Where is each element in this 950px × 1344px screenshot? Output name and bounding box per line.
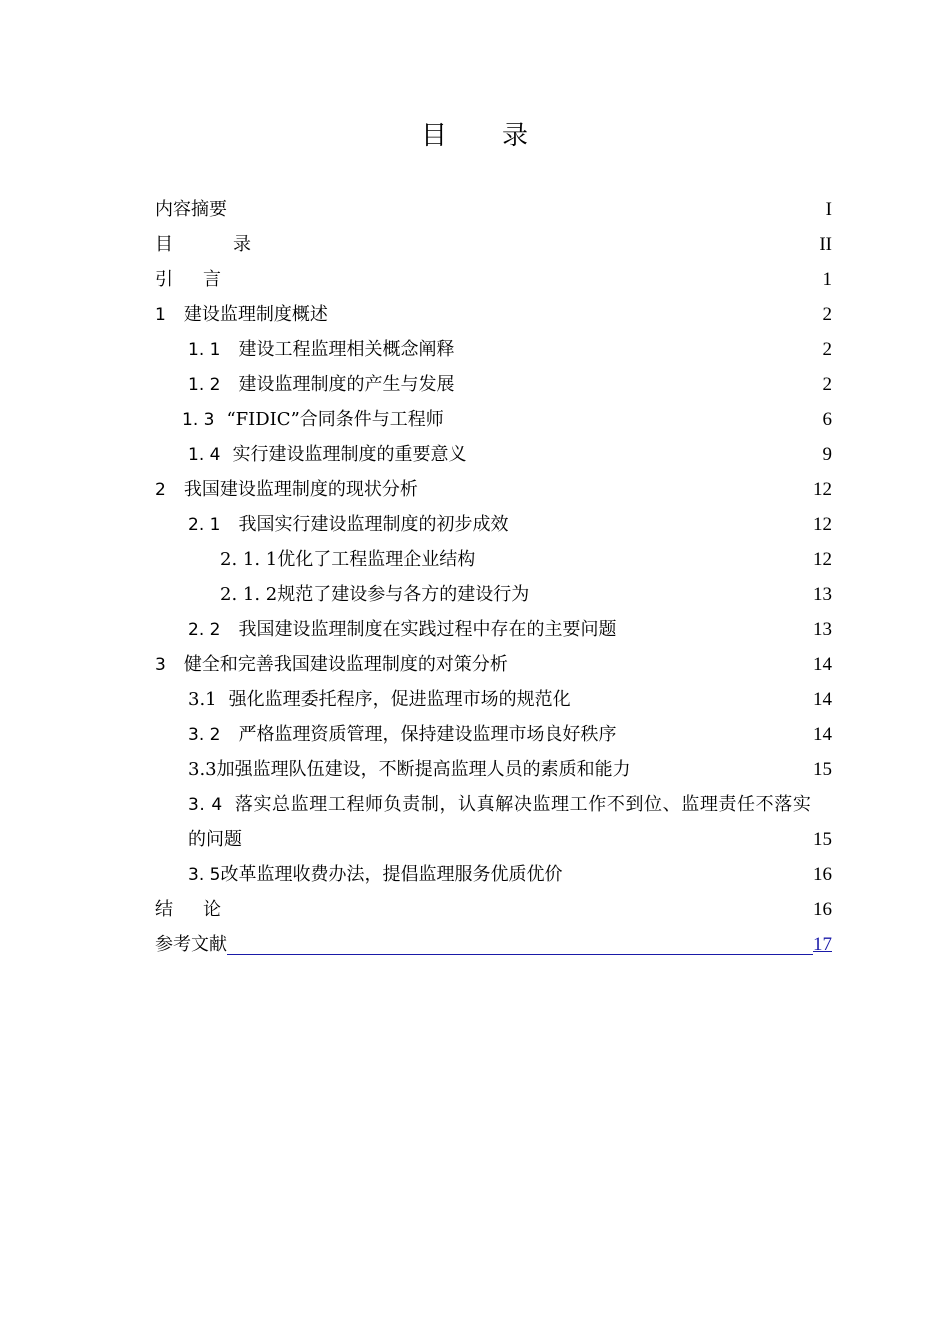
toc-label: 3.3加强监理队伍建设，不断提高监理人员的素质和能力	[188, 759, 631, 780]
section-number: 3. 4	[188, 795, 223, 815]
title-part-2: 录	[502, 121, 530, 151]
toc-label: 2 我国建设监理制度的现状分析	[155, 478, 418, 500]
toc-entry-chapter-3[interactable]	[155, 647, 832, 682]
toc-page-number: 2	[822, 339, 832, 360]
section-number: 1	[155, 304, 166, 325]
toc-page-number: 13	[813, 584, 832, 605]
section-number: 3. 2	[188, 724, 221, 745]
toc-label: 1. 1 建设工程监理相关概念阐释	[188, 338, 455, 360]
toc-page-number: 16	[813, 899, 832, 920]
toc-entry-2-1-2[interactable]	[155, 577, 832, 612]
toc-label: 内容摘要	[155, 199, 227, 220]
toc-label-line-2: 的问题	[188, 829, 242, 850]
section-number: 3	[155, 654, 166, 675]
toc-label: 结 论	[155, 899, 221, 920]
toc-page-number: 13	[813, 619, 832, 640]
toc-page-number: 6	[822, 409, 832, 430]
toc-page-number: 14	[813, 724, 832, 745]
toc-entry-references[interactable]	[155, 927, 832, 962]
toc-page-number: 15	[813, 759, 832, 780]
toc-entry-3-2[interactable]	[155, 717, 832, 752]
toc-page-number: 12	[813, 549, 832, 570]
section-number: 3.3	[188, 759, 217, 780]
section-number: 2. 1	[188, 514, 221, 535]
toc-page-number: 14	[813, 689, 832, 710]
toc-label-line-1: 3. 4 落实总监理工程师负责制，认真解决监理工作不到位、监理责任不落实	[188, 794, 812, 815]
toc-label: 3. 5改革监理收费办法，提倡监理服务优质优价	[188, 863, 563, 885]
section-number: 2. 1. 1	[220, 549, 278, 570]
section-number: 2	[155, 479, 166, 500]
toc-page-number: 1	[822, 269, 832, 290]
page-title	[0, 118, 950, 154]
toc-label: 目 录	[155, 234, 251, 255]
toc-entry-conclusion[interactable]	[155, 892, 832, 927]
toc-label: 2. 1. 1优化了工程监理企业结构	[220, 549, 476, 570]
toc-entry-2-2[interactable]	[155, 612, 832, 647]
section-number: 1. 4	[188, 444, 221, 465]
toc-label: 1. 4 实行建设监理制度的重要意义	[188, 443, 467, 465]
toc-entry-1-2[interactable]	[155, 367, 832, 402]
section-number: 1. 1	[188, 339, 221, 360]
toc-label: 1 建设监理制度概述	[155, 303, 328, 325]
toc-entry-2-1-1[interactable]	[155, 542, 832, 577]
toc-entry-chapter-2[interactable]	[155, 472, 832, 507]
toc-leader-line	[227, 932, 813, 955]
toc-label: 2. 1. 2规范了建设参与各方的建设行为	[220, 584, 530, 605]
toc-page-number: 2	[822, 374, 832, 395]
toc-entry-chapter-1[interactable]	[155, 297, 832, 332]
toc-label: 3 健全和完善我国建设监理制度的对策分析	[155, 653, 508, 675]
toc-entry-contents[interactable]	[155, 227, 832, 262]
toc-label: 3.1 强化监理委托程序，促进监理市场的规范化	[188, 689, 571, 710]
toc-entry-1-4[interactable]	[155, 437, 832, 472]
toc-entry-3-1[interactable]	[155, 682, 832, 717]
toc-entry-intro[interactable]	[155, 262, 832, 297]
section-number: 1. 3	[182, 409, 215, 430]
toc-page-number: 14	[813, 654, 832, 675]
section-number: 2. 1. 2	[220, 584, 278, 605]
toc-entry-3-5[interactable]	[155, 857, 832, 892]
toc-label: 参考文献	[155, 934, 227, 955]
toc-page-number: 15	[813, 829, 832, 850]
toc-page-number: I	[825, 199, 832, 220]
toc-page-number: 9	[822, 444, 832, 465]
toc-entry-3-3[interactable]	[155, 752, 832, 787]
section-number: 3. 5	[188, 864, 221, 885]
toc-entry-3-4[interactable]	[155, 787, 832, 857]
title-part-1: 目	[420, 121, 448, 151]
toc-page-link[interactable]: 17	[813, 934, 832, 955]
section-number: 2. 2	[188, 619, 221, 640]
toc-entry-2-1[interactable]	[155, 507, 832, 542]
section-number: 1. 2	[188, 374, 221, 395]
toc-label: 1. 2 建设监理制度的产生与发展	[188, 373, 455, 395]
toc-label: 2. 2 我国建设监理制度在实践过程中存在的主要问题	[188, 618, 617, 640]
toc-label: 3. 2 严格监理资质管理，保持建设监理市场良好秩序	[188, 723, 617, 745]
toc-label: 1. 3 “FIDIC”合同条件与工程师	[182, 408, 444, 430]
toc-page-number: 16	[813, 864, 832, 885]
toc-entry-1-1[interactable]	[155, 332, 832, 367]
toc-entry-abstract[interactable]	[155, 192, 832, 227]
section-number: 3.1	[188, 689, 217, 710]
table-of-contents	[155, 192, 832, 962]
toc-page-number: II	[819, 234, 832, 255]
toc-page-number: 12	[813, 479, 832, 500]
toc-label: 2. 1 我国实行建设监理制度的初步成效	[188, 513, 509, 535]
toc-label: 引 言	[155, 269, 221, 290]
toc-page-number: 2	[822, 304, 832, 325]
toc-page-number: 12	[813, 514, 832, 535]
toc-entry-1-3[interactable]	[155, 402, 832, 437]
